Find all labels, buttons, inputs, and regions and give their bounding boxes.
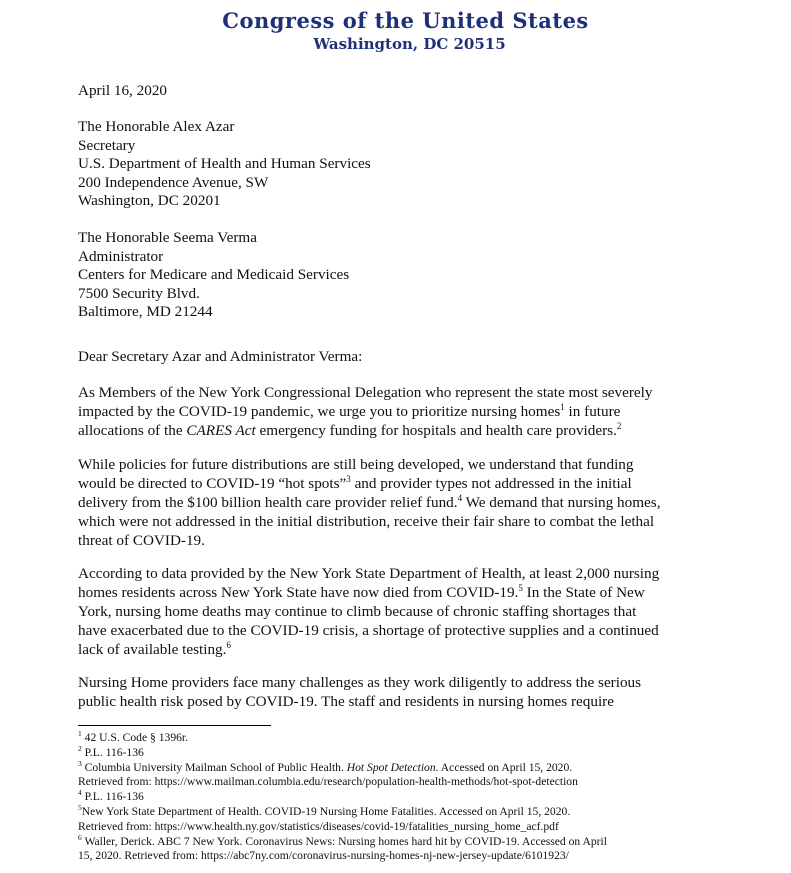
footnote-ref[interactable]: 5	[518, 582, 523, 593]
recipient-address-verma	[78, 229, 349, 322]
footnote-number: 4	[78, 788, 82, 798]
address-line: The Honorable Seema Verma	[78, 229, 257, 246]
footnote-ref[interactable]: 2	[616, 420, 622, 431]
text-run: in future	[564, 403, 621, 420]
text-run: In the State of New	[522, 584, 645, 601]
footnote-ref[interactable]: 6	[226, 639, 231, 650]
footnote-number: 2	[78, 743, 82, 753]
paragraph-line	[78, 474, 718, 493]
footnote-4	[78, 790, 607, 805]
text-run: homes residents across New York State have now died from COVID-19.	[78, 584, 519, 601]
paragraph-line: While policies for future distributions are still being developed, we understand that funding	[78, 456, 634, 473]
address-line: 200 Independence Avenue, SW	[78, 173, 269, 191]
paragraph-line	[78, 583, 718, 602]
footnote-number: 6	[78, 832, 82, 842]
text-run: emergency funding for hospitals and health care providers.	[255, 422, 617, 439]
footnote-text: . Accessed on April 15, 2020.	[435, 760, 573, 774]
footnote-6	[78, 832, 607, 850]
paragraph-line: As Members of the New York Congressional Delegation who represent the state most severely	[78, 384, 653, 401]
address-line: Administrator	[78, 247, 164, 265]
footnote-ref[interactable]: 4	[457, 492, 463, 503]
paragraph-line: Nursing Home providers face many challenges as they work diligently to address the serious	[78, 674, 642, 691]
footnote-number: 1	[78, 729, 82, 739]
address-line: 7500 Security Blvd.	[78, 284, 200, 302]
footnote-title: Hot Spot Detection	[346, 760, 436, 774]
footnote-3	[78, 758, 607, 776]
paragraph-4	[78, 673, 718, 711]
date-text: April 16, 2020	[78, 82, 168, 99]
text-run: would be directed to COVID-19 “hot spots”	[78, 475, 347, 492]
paragraph-line: According to data provided by the New York State Department of Health, at least 2,000 nursing	[78, 565, 660, 582]
footnote-text: Waller, Derick. ABC 7 New York. Coronavirus News: Nursing homes hard hit by COVID-19. Accessed on April	[81, 834, 607, 848]
text-run: allocations of the	[78, 422, 187, 439]
address-line: Secretary	[78, 136, 136, 154]
paragraph-3	[78, 564, 718, 659]
address-line: Washington, DC 20201	[78, 192, 221, 209]
text-run: and provider types not addressed in the initial	[350, 475, 632, 492]
paragraph-line	[78, 421, 718, 440]
salutation-text: Dear Secretary Azar and Administrator Verma:	[78, 348, 363, 365]
paragraph-line	[78, 402, 718, 421]
paragraph-line	[78, 640, 718, 659]
letter-date	[78, 82, 167, 101]
paragraph-line: public health risk posed by COVID-19. The staff and residents in nursing homes require	[78, 693, 614, 710]
footnote-2	[78, 743, 607, 761]
address-line: The Honorable Alex Azar	[78, 118, 235, 135]
letterhead	[0, 8, 791, 54]
address-line: Centers for Medicare and Medicaid Services	[78, 266, 350, 283]
footnote-6-url[interactable]: 15, 2020. Retrieved from: https://abc7ny.com/coronavirus-nursing-homes-nj-new-jersey-update/6101923/	[78, 849, 569, 863]
text-run: lack of available testing.	[78, 641, 227, 658]
text-run: delivery from the $100 billion health care provider relief fund.	[78, 494, 458, 511]
paragraph-1	[78, 383, 718, 440]
paragraph-line: have exacerbated due to the COVID-19 crisis, a shortage of protective supplies and a continued	[78, 622, 659, 639]
footnote-3-url[interactable]: Retrieved from: https://www.mailman.columbia.edu/research/population-health-methods/hot-spot-detection	[78, 775, 578, 789]
text-run: impacted by the COVID-19 pandemic, we urge you to prioritize nursing homes	[78, 403, 561, 420]
footnote-5-url[interactable]: Retrieved from: https://www.health.ny.gov/statistics/diseases/covid-19/fatalities_nursing_home_acf.pdf	[78, 819, 559, 833]
footnotes	[78, 731, 607, 864]
footnote-number: 5	[78, 803, 82, 813]
recipient-address-azar	[78, 118, 371, 211]
footnote-ref[interactable]: 1	[560, 401, 565, 412]
footnote-text: New York State Department of Health. COVID-19 Nursing Home Fatalities. Accessed on April 15, 2020.	[81, 804, 571, 818]
paragraph-line: which were not addressed in the initial distribution, receive their fair share to combat the lethal	[78, 513, 655, 530]
letterhead-subtitle: Washington, DC 20515	[313, 35, 506, 53]
paragraph-line	[78, 493, 718, 512]
salutation	[78, 348, 362, 367]
footnote-divider	[78, 725, 271, 726]
text-run: We demand that nursing homes,	[462, 494, 661, 511]
footnote-text: 42 U.S. Code § 1396r.	[81, 731, 189, 744]
footnote-ref[interactable]: 3	[346, 473, 351, 484]
paragraph-line: threat of COVID-19.	[78, 532, 205, 549]
cares-act-title: CARES Act	[186, 422, 256, 439]
letterhead-title: Congress of the United States	[222, 8, 589, 33]
footnote-number: 3	[78, 758, 82, 768]
paragraph-2	[78, 455, 718, 550]
footnote-text: P.L. 116-136	[81, 745, 144, 759]
footnote-text: P.L. 116-136	[81, 790, 144, 804]
footnote-text: Columbia University Mailman School of Public Health.	[81, 760, 347, 774]
address-line: U.S. Department of Health and Human Services	[78, 155, 371, 172]
footnote-5	[78, 805, 607, 820]
footnote-1	[78, 731, 607, 746]
address-line: Baltimore, MD 21244	[78, 303, 213, 320]
paragraph-line: York, nursing home deaths may continue to climb because of chronic staffing shortages that	[78, 603, 637, 620]
